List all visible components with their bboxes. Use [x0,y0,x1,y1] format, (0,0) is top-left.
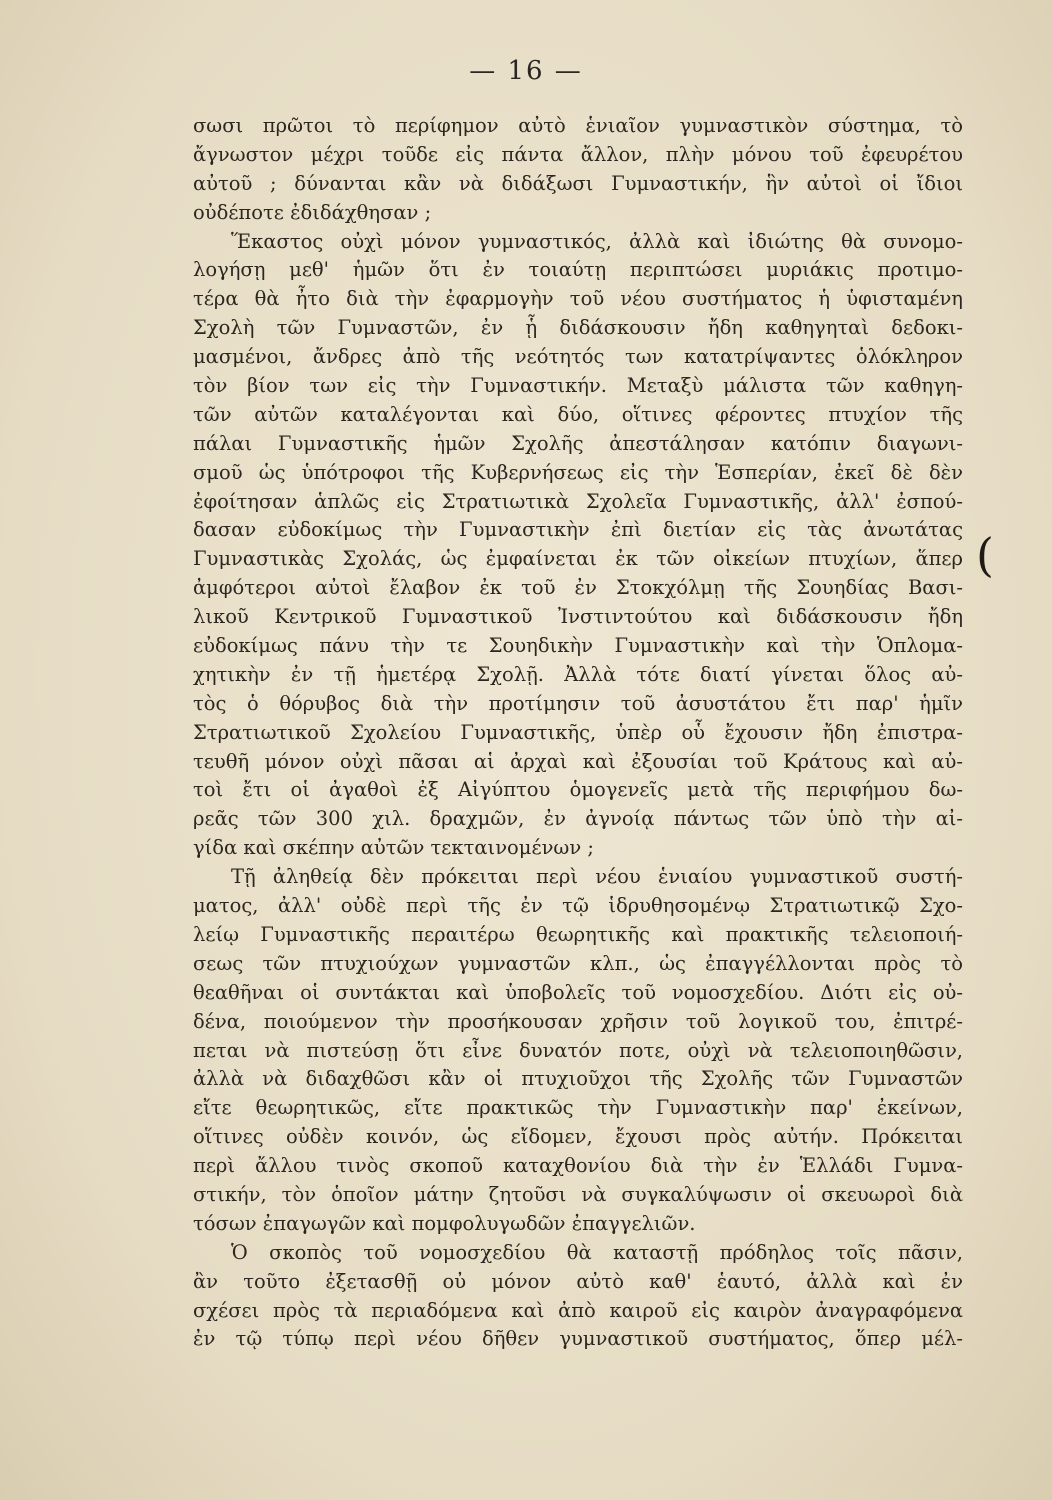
text-line: τὸν βίον των εἰς τὴν Γυμναστικήν. Μεταξὺ μάλιστα τῶν καθηγη- [193,374,963,398]
text-line: εὐδοκίμως πάνυ τὴν τε Σουηδικὴν Γυμναστικὴν καὶ τὴν Ὁπλομα- [193,634,963,658]
text-line: χητικὴν ἐν τῇ ἡμετέρᾳ Σχολῇ. Ἀλλὰ τότε διατί γίνεται ὅλος αὐ- [193,662,963,686]
text-line: εἴτε θεωρητικῶς, εἴτε πρακτικῶς τὴν Γυμναστικὴν παρ' ἐκείνων, [193,1096,963,1120]
text-line: ἄγνωστον μέχρι τοῦδε εἰς πάντα ἄλλον, πλὴν μόνου τοῦ ἐφευρέτου [193,142,963,166]
text-line: ἐφοίτησαν ἁπλῶς εἰς Στρατιωτικὰ Σχολεῖα Γυμναστικῆς, ἀλλ' ἐσπού- [193,489,963,513]
text-line: μασμένοι, ἄνδρες ἀπὸ τῆς νεότητός των κατατρίψαντες ὁλόκληρον [193,345,963,369]
text-line: δασαν εὐδοκίμως τὴν Γυμναστικὴν ἐπὶ διετίαν εἰς τὰς ἀνωτάτας [193,518,963,542]
text-line: τὸς ὁ θόρυβος διὰ τὴν προτίμησιν τοῦ ἀσυστάτου ἔτι παρ' ἡμῖν [193,691,963,715]
text-line: Ὁ σκοπὸς τοῦ νομοσχεδίου θὰ καταστῇ πρόδηλος τοῖς πᾶσιν, [231,1240,963,1264]
text-line: δένα, ποιούμενον τὴν προσήκουσαν χρῆσιν τοῦ λογικοῦ του, ἐπιτρέ- [193,1009,963,1033]
text-line: πάλαι Γυμναστικῆς ἡμῶν Σχολῆς ἀπεστάλησαν κατόπιν διαγωνι- [193,431,963,455]
body-text [193,112,963,1354]
text-line: Στρατιωτικοῦ Σχολείου Γυμναστικῆς, ὑπὲρ οὗ ἔχουσιν ἤδη ἐπιστρα- [193,720,963,744]
text-line: Σχολὴ τῶν Γυμναστῶν, ἐν ᾗ διδάσκουσιν ἤδη καθηγηταὶ δεδοκι- [193,316,963,340]
margin-bracket-mark: ( [976,528,994,582]
text-line: τευθῆ μόνον οὐχὶ πᾶσαι αἱ ἀρχαὶ καὶ ἐξουσίαι τοῦ Κράτους καὶ αὐ- [193,749,963,773]
text-line: σωσι πρῶτοι τὸ περίφημον αὐτὸ ἑνιαῖον γυμναστικὸν σύστημα, τὸ [193,114,963,137]
text-line: ἀμφότεροι αὐτοὶ ἔλαβον ἐκ τοῦ ἐν Στοκχόλμῃ τῆς Σουηδίας Βασι- [193,576,963,600]
text-line: ματος, ἀλλ' οὐδὲ περὶ τῆς ἐν τῷ ἱδρυθησομένῳ Στρατιωτικῷ Σχο- [193,894,963,918]
text-line: λείῳ Γυμναστικῆς περαιτέρω θεωρητικῆς καὶ πρακτικῆς τελειοποιή- [193,922,963,946]
text-line: στικήν, τὸν ὁποῖον μάτην ζητοῦσι νὰ συγκαλύψωσιν οἱ σκευωροὶ διὰ [193,1182,963,1206]
text-line: περὶ ἄλλου τινὸς σκοποῦ καταχθονίου διὰ τὴν ἐν Ἑλλάδι Γυμνα- [193,1154,963,1178]
text-line: ἐν τῷ τύπῳ περὶ νέου δῆθεν γυμναστικοῦ συστήματος, ὅπερ μέλ- [193,1327,963,1351]
text-line: ἀλλὰ νὰ διδαχθῶσι κἂν οἱ πτυχιοῦχοι τῆς Σχολῆς τῶν Γυμναστῶν [193,1067,963,1091]
text-line: οἵτινες οὐδὲν κοινόν, ὡς εἴδομεν, ἔχουσι πρὸς αὐτήν. Πρόκειται [193,1125,963,1149]
text-line: λικοῦ Κεντρικοῦ Γυμναστικοῦ Ἰνστιντούτου καὶ διδάσκουσιν ἤδη [193,605,963,629]
text-line: Τῇ ἀληθείᾳ δὲν πρόκειται περὶ νέου ἑνιαίου γυμναστικοῦ συστή- [231,865,963,889]
text-line: γίδα καὶ σκέπην αὐτῶν τεκταινομένων ; [193,836,594,860]
text-line: σχέσει πρὸς τὰ περιαδόμενα καὶ ἀπὸ καιροῦ εἰς καιρὸν ἀναγραφόμενα [193,1298,963,1322]
text-line: ἂν τοῦτο ἐξετασθῇ οὐ μόνον αὐτὸ καθ' ἑαυτό, ἀλλὰ καὶ ἐν [193,1269,963,1293]
text-line: πεται νὰ πιστεύσῃ ὅτι εἶνε δυνατόν ποτε, οὐχὶ νὰ τελειοποιηθῶσιν, [193,1038,963,1062]
text-line: τῶν αὐτῶν καταλέγονται καὶ δύο, οἵτινες φέροντες πτυχίον τῆς [193,402,963,426]
text-line: τοὶ ἔτι οἱ ἀγαθοὶ ἐξ Αἰγύπτου ὁμογενεῖς μετὰ τῆς περιφήμου δω- [193,778,963,802]
text-line: σμοῦ ὡς ὑπότροφοι τῆς Κυβερνήσεως εἰς τὴν Ἑσπερίαν, ἐκεῖ δὲ δὲν [193,460,963,484]
text-line: Ἕκαστος οὐχὶ μόνον γυμναστικός, ἀλλὰ καὶ ἰδιώτης θὰ συνομο- [231,229,963,253]
text-line: θεαθῆναι οἱ συντάκται καὶ ὑποβολεῖς τοῦ νομοσχεδίου. Διότι εἰς οὐ- [193,980,963,1004]
text-line: τέρα θὰ ἦτο διὰ τὴν ἐφαρμογὴν τοῦ νέου συστήματος ἡ ὑφισταμένη [193,287,963,311]
text-line: λογήσῃ μεθ' ἡμῶν ὅτι ἐν τοιαύτῃ περιπτώσει μυριάκις προτιμο- [193,258,963,282]
text-line: Γυμναστικὰς Σχολάς, ὡς ἐμφαίνεται ἐκ τῶν οἰκείων πτυχίων, ἅπερ [193,547,963,571]
text-line: ρεᾶς τῶν 300 χιλ. δραχμῶν, ἐν ἀγνοίᾳ πάντως τῶν ὑπὸ τὴν αἰ- [193,807,963,831]
text-line: οὐδέποτε ἐδιδάχθησαν ; [193,200,432,224]
page-number: — 16 — [469,56,583,86]
text-line: αὐτοῦ ; δύνανται κἂν νὰ διδάξωσι Γυμναστικήν, ἣν αὐτοὶ οἱ ἴδιοι [193,171,963,195]
text-line: τόσων ἐπαγωγῶν καὶ πομφολυγωδῶν ἐπαγγελιῶν. [193,1211,696,1235]
text-line: σεως τῶν πτυχιούχων γυμναστῶν κλπ., ὡς ἐπαγγέλλονται πρὸς τὸ [193,951,963,975]
